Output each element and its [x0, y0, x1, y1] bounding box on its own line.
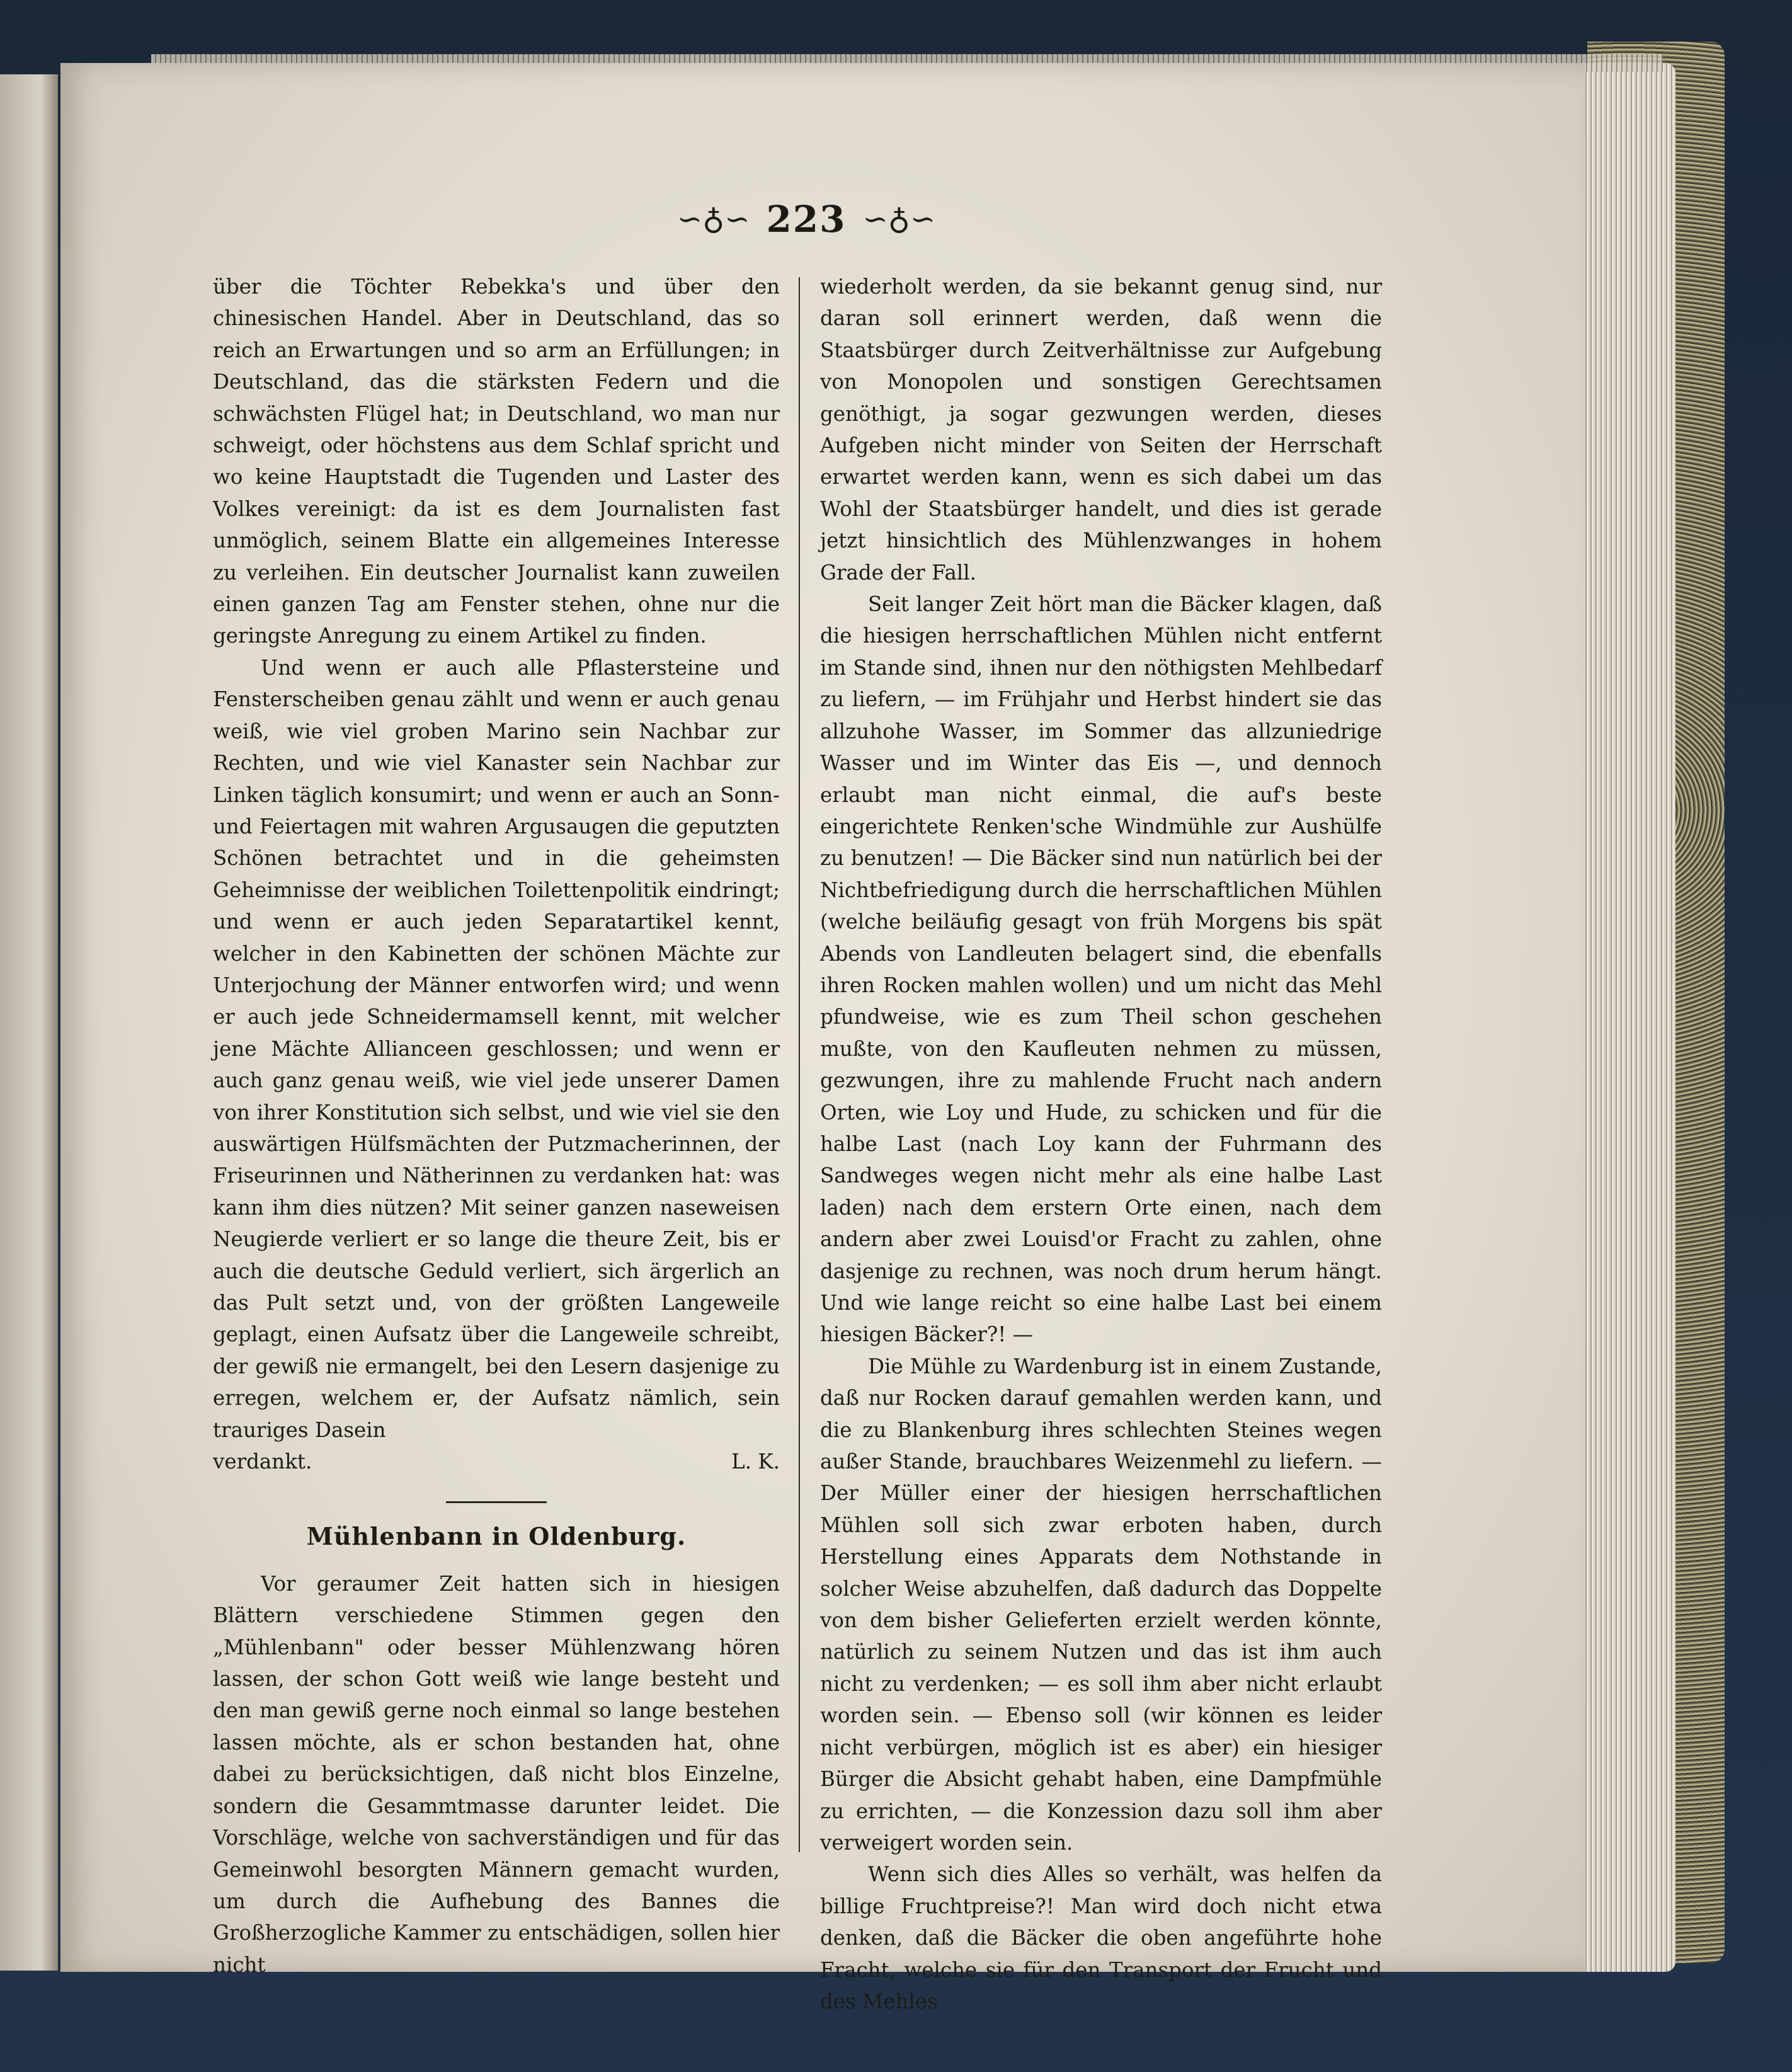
author-signature: L. K.: [731, 1450, 780, 1474]
paragraph: Und wenn er auch alle Pflastersteine und Fensterscheiben genau zählt und wenn er auch genau weiß, wie viel groben Marino sein Nachbar zur Rechten, und wie viel Kanaster sein Nachbar zur Linken täglich konsumirt; und wenn er auch an Sonn- und Feiertagen mit wahren Argusaugen die geputzten Schönen betrachtet und in die geheimsten Geheimnisse der weiblichen Toilettenpolitik eindringt; und wenn er auch jeden Separatartikel kennt, welcher in den Kabinetten der schönen Mächte zur Unterjochung der Männer entworfen wird; und wenn er auch jede Schneidermamsell kennt, mit welcher jene Mächte Allianceen geschlossen; und wenn er auch ganz genau weiß, wie viel jede unserer Damen von ihrer Konstitution sich selbst, und wie viel sie den auswärtigen Hülfsmächten der Putzmacherinnen, der Friseurinnen und Nätherinnen zu verdanken hat: was kann ihm dies nützen? Mit seiner ganzen naseweisen Neugierde verliert er so lange die theure Zeit, bis er auch die deutsche Geduld verliert, sich ärgerlich an das Pult setzt und, von der größten Langeweile geplagt, einen Aufsatz über die Langeweile schreibt, der gewiß nie ermangelt, bei den Lesern dasjenige zu erregen, welchem er, der Aufsatz nämlich, sein trauriges Dasein: [213, 655, 780, 1442]
paragraph: Wenn sich dies Alles so verhält, was helfen da billige Fruchtpreise?! Man wird doch nicht etwa denken, daß die Bäcker die oben angeführte hohe Fracht, welche sie für den Transport der Frucht und des Mehles: [820, 1862, 1382, 2013]
ornament-right-icon: ∽♁∽: [862, 202, 936, 237]
right-column: [820, 271, 1382, 2017]
article-heading: Mühlenbann in Oldenburg.: [306, 1522, 687, 1551]
column-divider: [799, 277, 800, 1852]
paragraph: Die Mühle zu Wardenburg ist in einem Zustande, daß nur Rocken darauf gemahlen werden kann, und die zu Blankenburg ihres schlechten Steines wegen außer Stande, brauchbares Weizenmehl zu liefern. — Der Müller einer der hiesigen herrschaftlichen Mühlen soll sich zwar erboten haben, durch Herstellung eines Apparats dem Nothstande in solcher Weise abzuhelfen, daß dadurch das Doppelte von dem bisher Gelieferten erzielt werden könnte, natürlich zu seinem Nutzen und das ist ihm auch nicht zu verdenken; — es soll ihm aber nicht erlaubt worden sein. — Ebenso soll (wir können es leider nicht verbürgen, möglich ist es aber) ein hiesiger Bürger die Absicht gehabt haben, eine Dampfmühle zu errichten, — die Konzession dazu soll ihm aber verweigert worden sein.: [820, 1354, 1382, 1855]
paragraph: über die Töchter Rebekka's und über den chinesischen Handel. Aber in Deutschland, das so reich an Erwartungen und so arm an Erfüllungen; in Deutschland, das die stärksten Federn und die schwächsten Flügel hat; in Deutschland, wo man nur schweigt, oder höchstens aus dem Schlaf spricht und wo keine Hauptstadt die Tugenden und Laster des Volkes vereinigt: da ist es dem Journalisten fast unmöglich, seinem Blatte ein allgemeines Interesse zu verleihen. Ein deutscher Journalist kann zuweilen einen ganzen Tag am Fenster stehen, ohne nur die geringste Anregung zu einem Artikel zu finden.: [213, 275, 780, 648]
section-divider: [446, 1501, 547, 1503]
previous-page-edge: [0, 74, 58, 1971]
closing-word: verdankt.: [213, 1450, 312, 1474]
left-column: [213, 271, 780, 1981]
ornament-left-icon: ∽♁∽: [676, 202, 750, 237]
page-number: 223: [766, 198, 847, 241]
paragraph: Seit langer Zeit hört man die Bäcker klagen, daß die hiesigen herrschaftlichen Mühlen nicht entfernt im Stande sind, ihnen nur den nöthigsten Mehlbedarf zu liefern, — im Frühjahr und Herbst hindert sie das allzuhohe Wasser, im Sommer das allzuniedrige Wasser und im Winter das Eis —, und dennoch erlaubt man nicht einmal, die auf's beste eingerichtete Renken'sche Windmühle zur Aushülfe zu benutzen! — Die Bäcker sind nun natürlich bei der Nichtbefriedigung durch die herrschaftlichen Mühlen (welche beiläufig gesagt von früh Morgens bis spät Abends von Landleuten belagert sind, die ebenfalls ihren Rocken mahlen wollen) und um nicht das Mehl pfundweise, wie es zum Theil schon geschehen mußte, von den Kaufleuten nehmen zu müssen, gezwungen, ihre zu mahlende Frucht nach andern Orten, wie Loy und Hude, zu schicken und für die halbe Last (nach Loy kann der Fuhrmann des Sandweges wegen nicht mehr als eine halbe Last laden) nach dem erstern Orte einen, nach dem andern aber zwei Louisd'or Fracht zu zahlen, ohne dasjenige zu rechnen, was noch drum herum hängt. Und wie lange reicht so eine halbe Last bei einem hiesigen Bäcker?! —: [820, 592, 1382, 1347]
paragraph: Vor geraumer Zeit hatten sich in hiesigen Blättern verschiedene Stimmen gegen den „Mühlenbann" oder besser Mühlenzwang hören lassen, der schon Gott weiß wie lange besteht und den man gewiß gerne noch einmal so lange bestehen lassen möchte, als er schon bestanden hat, ohne dabei zu berücksichtigen, daß nicht blos Einzelne, sondern die Gesammtmasse darunter leidet. Die Vorschläge, welche von sachverständigen und für das Gemeinwohl besorgten Männern gemacht wurden, um durch die Aufhebung des Bannes die Großherzogliche Kammer zu entschädigen, sollen hier nicht: [213, 1571, 780, 1977]
paragraph: wiederholt werden, da sie bekannt genug sind, nur daran soll erinnert werden, daß wenn die Staatsbürger durch Zeitverhältnisse zur Aufgebung von Monopolen und sonstigen Gerechtsamen genöthigt, ja sogar gezwungen werden, dieses Aufgeben nicht minder von Seiten der Herrschaft erwartet werden kann, wenn es sich dabei um das Wohl der Staatsbürger handelt, und dies ist gerade jetzt hinsichtlich des Mühlenzwanges in hohem Grade der Fall.: [820, 275, 1382, 585]
page-header: [655, 198, 957, 241]
signature-line: [213, 1446, 780, 1477]
